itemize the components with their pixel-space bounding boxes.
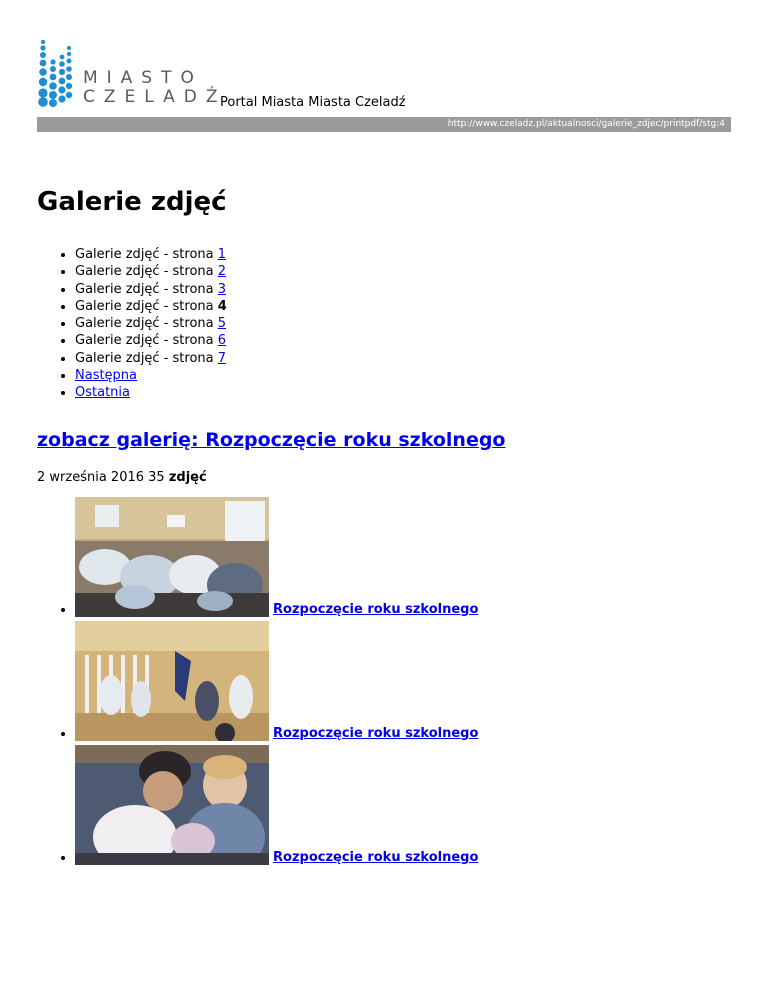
pager-link-7[interactable]: 7 bbox=[217, 350, 227, 366]
pagination-list bbox=[37, 246, 227, 402]
photo-caption-link[interactable]: Rozpoczęcie roku szkolnego bbox=[273, 850, 479, 865]
logo-text-miasto: MIASTO bbox=[83, 68, 203, 88]
photo-thumbnail[interactable] bbox=[75, 745, 269, 865]
photo-item bbox=[75, 621, 478, 745]
gallery-title-link[interactable]: zobacz galerię: Rozpoczęcie roku szkolnego bbox=[37, 429, 506, 451]
pager-item-2 bbox=[75, 263, 227, 280]
page-title: Galerie zdjęć bbox=[37, 187, 227, 217]
gallery-heading bbox=[37, 426, 505, 454]
pager-next-link[interactable]: Następna bbox=[75, 368, 138, 384]
pager-item-6 bbox=[75, 332, 227, 349]
pager-item-prefix: Galerie zdjęć - strona bbox=[75, 298, 218, 314]
pager-item-last bbox=[75, 384, 227, 401]
pager-item-prefix: Galerie zdjęć - strona bbox=[75, 350, 218, 366]
pager-link-2[interactable]: 2 bbox=[217, 264, 227, 280]
pager-item-prefix: Galerie zdjęć - strona bbox=[75, 264, 218, 280]
pager-item-5 bbox=[75, 315, 227, 332]
city-logo[interactable] bbox=[37, 36, 227, 108]
pager-item-prefix: Galerie zdjęć - strona bbox=[75, 247, 218, 262]
photo-item bbox=[75, 497, 478, 621]
gallery-date: 2 września 2016 bbox=[37, 470, 145, 485]
logo-dots-icon bbox=[37, 36, 81, 108]
logo-text-czeladz: CZELADŹ bbox=[83, 87, 227, 107]
photo-caption-link[interactable]: Rozpoczęcie roku szkolnego bbox=[273, 726, 479, 741]
gallery-meta bbox=[37, 469, 207, 486]
pager-item-prefix: Galerie zdjęć - strona bbox=[75, 333, 218, 349]
gallery-photo-count: 35 bbox=[148, 470, 165, 485]
pager-item-7 bbox=[75, 350, 227, 367]
pager-current-page: 4 bbox=[217, 298, 227, 314]
page-url-bar: http://www.czeladz.pl/aktualnosci/galerie_zdjec/printpdf/stg:4 bbox=[37, 117, 731, 132]
gallery-count-label: zdjęć bbox=[168, 470, 207, 485]
pager-item-4 bbox=[75, 298, 227, 315]
pager-link-1[interactable]: 1 bbox=[217, 247, 227, 262]
site-header bbox=[37, 36, 731, 114]
photo-caption-link[interactable]: Rozpoczęcie roku szkolnego bbox=[273, 602, 479, 617]
pager-link-6[interactable]: 6 bbox=[217, 333, 227, 349]
photo-thumbnail[interactable] bbox=[75, 497, 269, 617]
pager-link-3[interactable]: 3 bbox=[217, 281, 227, 297]
photo-thumbnail[interactable] bbox=[75, 621, 269, 741]
pager-item-prefix: Galerie zdjęć - strona bbox=[75, 316, 218, 332]
pager-item-next bbox=[75, 367, 227, 384]
photo-list bbox=[37, 497, 478, 869]
pager-item-3 bbox=[75, 281, 227, 298]
pager-item-prefix: Galerie zdjęć - strona bbox=[75, 281, 218, 297]
photo-item bbox=[75, 745, 478, 869]
pager-link-5[interactable]: 5 bbox=[217, 316, 227, 332]
portal-title: Portal Miasta Miasta Czeladź bbox=[220, 95, 406, 110]
pager-item-1 bbox=[75, 246, 227, 263]
pager-last-link[interactable]: Ostatnia bbox=[75, 385, 130, 401]
